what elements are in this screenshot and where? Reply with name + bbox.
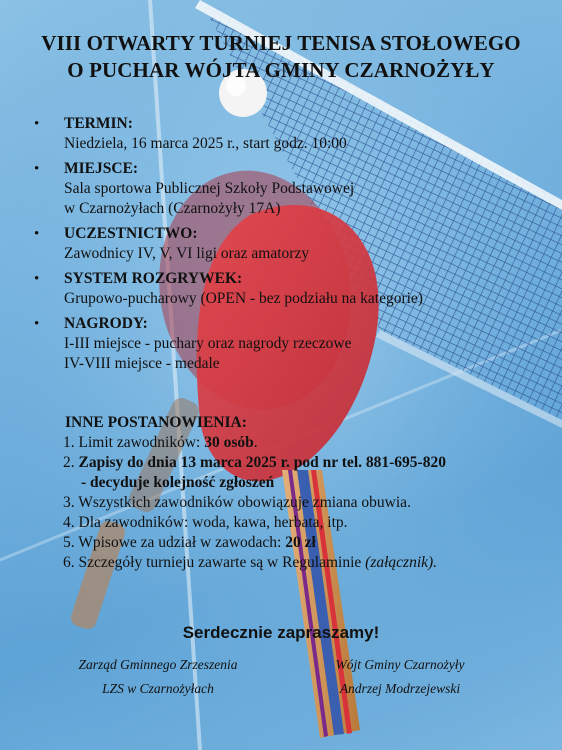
- info-line: Niedziela, 16 marca 2025 r., start godz. 10:00: [64, 135, 347, 152]
- rule-item-6: [63, 553, 543, 573]
- rule-text: 1. Limit zawodników:: [63, 434, 205, 451]
- rule-emphasis: 30 osób: [204, 434, 254, 451]
- bullet-icon: •: [34, 116, 40, 132]
- info-heading: TERMIN:: [64, 115, 133, 132]
- info-item-nagrody: [0, 314, 562, 374]
- rule-text: 6. Szczegóły turnieju zawarte są w Regulaminie: [63, 554, 366, 571]
- info-line: w Czarnożyłach (Czarnożyły 17A): [64, 200, 281, 217]
- info-line: IV-VIII miejsce - medale: [64, 355, 220, 372]
- bullet-icon: •: [34, 316, 40, 332]
- info-list: [0, 114, 562, 379]
- signature-line: Wójt Gminy Czarnożyły: [335, 657, 465, 672]
- bullet-icon: •: [34, 271, 40, 287]
- info-line: Grupowo-pucharowy (OPEN - bez podziału na kategorie): [64, 290, 423, 307]
- signature-line: Andrzej Modrzejewski: [339, 681, 461, 696]
- info-heading: SYSTEM ROZGRYWEK:: [64, 270, 243, 287]
- bullet-icon: •: [34, 161, 40, 177]
- rule-item-2-continuation: - decyduje kolejność zgłoszeń: [81, 474, 275, 491]
- info-heading: UCZESTNICTWO:: [64, 225, 198, 242]
- signature-organizer: [58, 653, 258, 701]
- info-line: Sala sportowa Publicznej Szkoły Podstawowej: [64, 180, 355, 197]
- rule-item-1: [63, 433, 543, 453]
- info-item-system: [0, 269, 562, 309]
- rule-emphasis: 20 zł: [285, 534, 316, 551]
- rule-emphasis: Zapisy do dnia 13 marca 2025 r. pod nr tel. 881-695-820: [78, 454, 446, 471]
- rule-item-4: 4. Dla zawodników: woda, kawa, herbata, itp.: [63, 514, 348, 531]
- info-heading: NAGRODY:: [64, 315, 148, 332]
- rule-text: .: [253, 434, 258, 451]
- title-line-1: VIII OTWARTY TURNIEJ TENISA STOŁOWEGO: [41, 31, 521, 55]
- rule-text: 2.: [63, 454, 79, 471]
- rule-item-2: [63, 453, 543, 473]
- poster-title: [0, 30, 562, 84]
- info-heading: MIEJSCE:: [64, 160, 139, 177]
- other-rules-heading: INNE POSTANOWIENIA:: [65, 414, 247, 431]
- invitation-text: Serdecznie zapraszamy!: [182, 623, 380, 642]
- info-item-miejsce: [0, 159, 562, 219]
- info-item-uczestnictwo: [0, 224, 562, 264]
- signature-mayor: [300, 653, 500, 701]
- rule-text: 5. Wpisowe za udział w zawodach:: [63, 534, 286, 551]
- info-item-termin: [0, 114, 562, 154]
- rule-item-5: [63, 533, 543, 553]
- info-line: I-III miejsce - puchary oraz nagrody rzeczowe: [64, 335, 352, 352]
- title-line-2: O PUCHAR WÓJTA GMINY CZARNOŻYŁY: [67, 58, 495, 82]
- signature-line: Zarząd Gminnego Zrzeszenia: [78, 657, 238, 672]
- rule-attachment-note: (załącznik).: [365, 554, 438, 571]
- other-rules: [63, 413, 543, 573]
- bullet-icon: •: [34, 226, 40, 242]
- signature-line: LZS w Czarnożyłach: [102, 681, 214, 696]
- info-line: Zawodnicy IV, V, VI ligi oraz amatorzy: [64, 245, 310, 262]
- rule-item-3: 3. Wszystkich zawodników obowiązuje zmiana obuwia.: [63, 494, 411, 511]
